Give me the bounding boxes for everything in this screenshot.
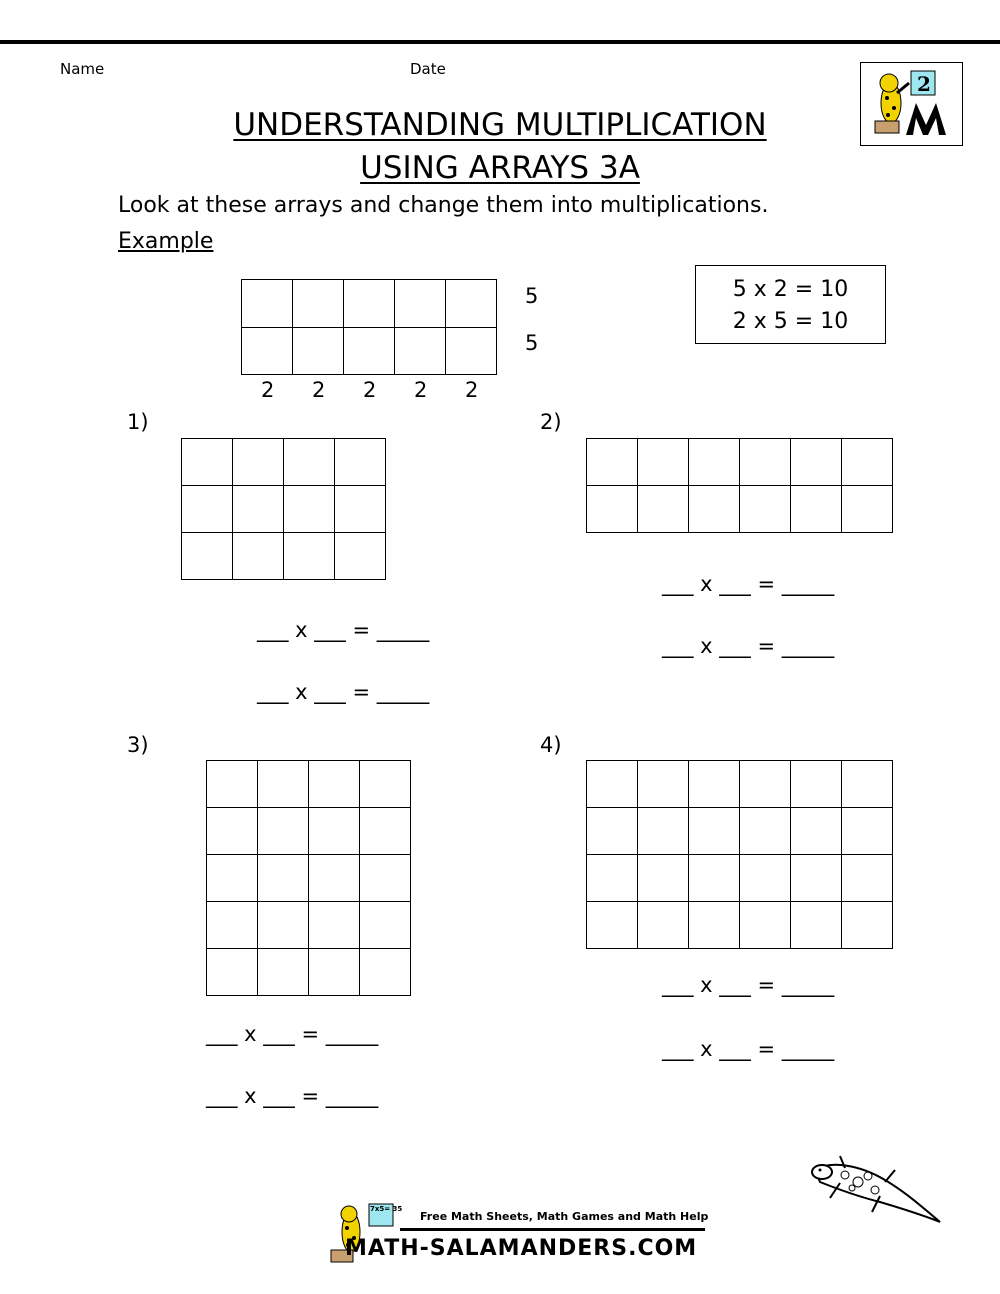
array-cell bbox=[309, 808, 360, 855]
array-cell bbox=[587, 439, 638, 486]
array-cell bbox=[740, 808, 791, 855]
example-col-label: 2 bbox=[414, 378, 428, 402]
array-cell bbox=[842, 902, 893, 949]
problem-3-array bbox=[206, 760, 411, 996]
title-line-1: UNDERSTANDING MULTIPLICATION bbox=[233, 107, 767, 143]
array-cell bbox=[638, 439, 689, 486]
example-col-label: 2 bbox=[261, 378, 275, 402]
array-cell bbox=[207, 808, 258, 855]
array-cell bbox=[284, 533, 335, 580]
array-cell bbox=[791, 486, 842, 533]
footer-tagline: Free Math Sheets, Math Games and Math Help bbox=[420, 1210, 709, 1223]
array-cell bbox=[740, 486, 791, 533]
problem-2-answer-blank[interactable]: ___ x ___ = _____ bbox=[662, 634, 835, 658]
array-cell bbox=[446, 328, 497, 376]
top-rule bbox=[0, 40, 1000, 44]
problem-1-answer-blank[interactable]: ___ x ___ = _____ bbox=[257, 680, 430, 704]
array-cell bbox=[360, 949, 411, 996]
array-cell bbox=[842, 808, 893, 855]
array-cell bbox=[689, 761, 740, 808]
array-cell bbox=[689, 439, 740, 486]
example-answer-box bbox=[695, 265, 886, 344]
array-cell bbox=[233, 486, 284, 533]
array-cell bbox=[309, 761, 360, 808]
example-row-label: 5 bbox=[525, 331, 539, 355]
salamander-icon bbox=[800, 1150, 950, 1240]
array-cell bbox=[258, 808, 309, 855]
array-cell bbox=[638, 855, 689, 902]
instructions: Look at these arrays and change them into multiplications. bbox=[118, 193, 769, 218]
array-cell bbox=[395, 328, 446, 376]
array-cell bbox=[360, 902, 411, 949]
array-cell bbox=[791, 439, 842, 486]
array-cell bbox=[182, 533, 233, 580]
array-cell bbox=[309, 902, 360, 949]
array-cell bbox=[258, 949, 309, 996]
problem-3-answer-blank[interactable]: ___ x ___ = _____ bbox=[206, 1022, 379, 1046]
example-label: Example bbox=[118, 229, 214, 254]
problem-4-answer-blank[interactable]: ___ x ___ = _____ bbox=[662, 1037, 835, 1061]
array-cell bbox=[740, 439, 791, 486]
footer-site-name[interactable]: MATH-SALAMANDERS.COM bbox=[345, 1236, 698, 1261]
problem-1-array bbox=[181, 438, 386, 580]
array-cell bbox=[258, 761, 309, 808]
array-cell bbox=[284, 439, 335, 486]
problem-1-answer-blank[interactable]: ___ x ___ = _____ bbox=[257, 618, 430, 642]
array-cell bbox=[689, 808, 740, 855]
array-cell bbox=[587, 486, 638, 533]
example-answer-line: 5 x 2 = 10 bbox=[732, 277, 849, 302]
array-cell bbox=[293, 280, 344, 328]
array-cell bbox=[689, 902, 740, 949]
array-cell bbox=[587, 808, 638, 855]
array-cell bbox=[360, 808, 411, 855]
array-cell bbox=[242, 328, 293, 376]
array-cell bbox=[293, 328, 344, 376]
array-cell bbox=[842, 761, 893, 808]
array-cell bbox=[587, 761, 638, 808]
array-cell bbox=[740, 761, 791, 808]
problem-2-label: 2) bbox=[540, 410, 562, 434]
array-cell bbox=[395, 280, 446, 328]
name-label: Name bbox=[60, 60, 105, 78]
problem-4-label: 4) bbox=[540, 733, 562, 757]
array-cell bbox=[360, 855, 411, 902]
problem-2-answer-blank[interactable]: ___ x ___ = _____ bbox=[662, 572, 835, 596]
example-col-label: 2 bbox=[312, 378, 326, 402]
problem-3-answer-blank[interactable]: ___ x ___ = _____ bbox=[206, 1084, 379, 1108]
array-cell bbox=[791, 761, 842, 808]
array-cell bbox=[309, 855, 360, 902]
array-cell bbox=[233, 533, 284, 580]
array-cell bbox=[740, 902, 791, 949]
example-array bbox=[241, 279, 497, 375]
array-cell bbox=[638, 808, 689, 855]
array-cell bbox=[335, 533, 386, 580]
problem-4-answer-blank[interactable]: ___ x ___ = _____ bbox=[662, 973, 835, 997]
array-cell bbox=[842, 439, 893, 486]
problem-1-label: 1) bbox=[127, 410, 149, 434]
title-line-2: USING ARRAYS 3A bbox=[360, 150, 640, 186]
array-cell bbox=[446, 280, 497, 328]
array-cell bbox=[258, 855, 309, 902]
array-cell bbox=[689, 486, 740, 533]
array-cell bbox=[207, 855, 258, 902]
footer-rule bbox=[400, 1228, 705, 1231]
array-cell bbox=[242, 280, 293, 328]
example-row-label: 5 bbox=[525, 284, 539, 308]
array-cell bbox=[335, 439, 386, 486]
array-cell bbox=[284, 486, 335, 533]
array-cell bbox=[344, 280, 395, 328]
array-cell bbox=[791, 855, 842, 902]
date-label: Date bbox=[410, 60, 446, 78]
array-cell bbox=[207, 949, 258, 996]
example-col-label: 2 bbox=[363, 378, 377, 402]
array-cell bbox=[258, 902, 309, 949]
array-cell bbox=[207, 902, 258, 949]
array-cell bbox=[740, 855, 791, 902]
array-cell bbox=[182, 486, 233, 533]
array-cell bbox=[587, 855, 638, 902]
problem-4-array bbox=[586, 760, 893, 949]
array-cell bbox=[309, 949, 360, 996]
array-cell bbox=[335, 486, 386, 533]
logo-grade: 2 bbox=[917, 72, 931, 96]
array-cell bbox=[791, 808, 842, 855]
array-cell bbox=[207, 761, 258, 808]
array-cell bbox=[344, 328, 395, 376]
array-cell bbox=[182, 439, 233, 486]
footer-logo-text: 7x5= 35 bbox=[370, 1205, 403, 1213]
array-cell bbox=[689, 855, 740, 902]
problem-3-label: 3) bbox=[127, 733, 149, 757]
example-col-label: 2 bbox=[465, 378, 479, 402]
array-cell bbox=[360, 761, 411, 808]
array-cell bbox=[842, 855, 893, 902]
array-cell bbox=[791, 902, 842, 949]
example-answer-line: 2 x 5 = 10 bbox=[732, 309, 849, 334]
problem-2-array bbox=[586, 438, 893, 533]
array-cell bbox=[233, 439, 284, 486]
array-cell bbox=[587, 902, 638, 949]
array-cell bbox=[842, 486, 893, 533]
array-cell bbox=[638, 486, 689, 533]
array-cell bbox=[638, 761, 689, 808]
array-cell bbox=[638, 902, 689, 949]
